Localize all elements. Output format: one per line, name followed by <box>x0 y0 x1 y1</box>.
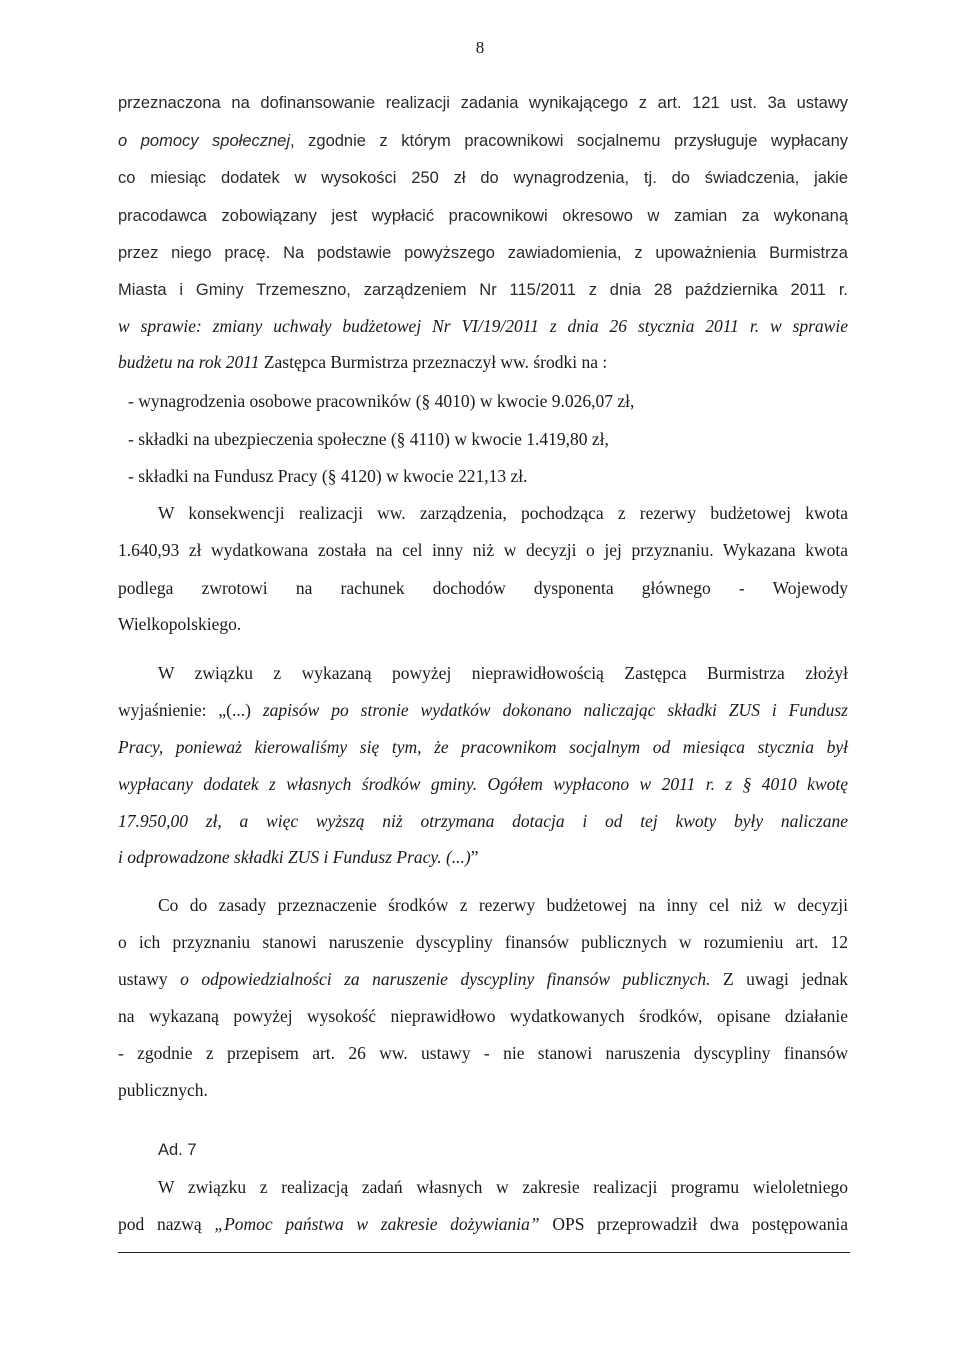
list-item: - składki na ubezpieczenia społeczne (§ 4110) w kwocie 1.419,80 zł, <box>128 429 609 449</box>
text-line: budżetu na rok 2011 Zastępca Burmistrza przeznaczył ww. środki na : <box>118 352 608 372</box>
text-line: wyjaśnienie: „(...) zapisów po stronie wydatków dokonano naliczając składki ZUS i Fundusz <box>118 700 848 720</box>
text-line: o pomocy społecznej, zgodnie z którym pracownikowi socjalnemu przysługuje wypłacany <box>118 132 848 150</box>
text-line: Miasta i Gminy Trzemeszno, zarządzeniem Nr 115/2011 z dnia 28 października 2011 r. <box>118 281 848 299</box>
section-heading: Ad. 7 <box>158 1141 197 1159</box>
text-line: - zgodnie z przepisem art. 26 ww. ustawy - nie stanowi naruszenia dyscypliny finansów <box>118 1043 848 1063</box>
text-line: W związku z wykazaną powyżej nieprawidłowością Zastępca Burmistrza złożył <box>158 663 848 683</box>
text-line: wypłacany dodatek z własnych środków gminy. Ogółem wypłacono w 2011 r. z § 4010 kwotę <box>118 774 848 794</box>
list-item: - wynagrodzenia osobowe pracowników (§ 4010) w kwocie 9.026,07 zł, <box>128 391 635 411</box>
text-line: pod nazwą „Pomoc państwa w zakresie dożywiania” OPS przeprowadził dwa postępowania <box>118 1214 848 1234</box>
text-line: 17.950,00 zł, a więc wyższą niż otrzymana dotacja i od tej kwoty były naliczane <box>118 811 848 831</box>
text-line: o ich przyznaniu stanowi naruszenie dyscypliny finansów publicznych w rozumieniu art. 12 <box>118 932 848 952</box>
text-line: Pracy, ponieważ kierowaliśmy się tym, że pracownikom socjalnym od miesiąca stycznia był <box>118 737 848 757</box>
text-line: podlega zwrotowi na rachunek dochodów dysponenta głównego - Wojewody <box>118 578 848 598</box>
text-line: Co do zasady przeznaczenie środków z rezerwy budżetowej na inny cel niż w decyzji <box>158 895 848 915</box>
text-line: ustawy o odpowiedzialności za naruszenie dyscypliny finansów publicznych. Z uwagi jednak <box>118 969 849 989</box>
text-line: przez niego pracę. Na podstawie powyższego zawiadomienia, z upoważnienia Burmistrza <box>118 244 848 262</box>
page-number: 8 <box>475 38 485 57</box>
text-line: publicznych. <box>118 1080 208 1100</box>
text-line: co miesiąc dodatek w wysokości 250 zł do wynagrodzenia, tj. do świadczenia, jakie <box>118 169 848 187</box>
text-line: przeznaczona na dofinansowanie realizacji zadania wynikającego z art. 121 ust. 3a ustawy <box>118 94 848 112</box>
text-line: W konsekwencji realizacji ww. zarządzenia, pochodząca z rezerwy budżetowej kwota <box>158 503 848 523</box>
text-line: pracodawca zobowiązany jest wypłacić pracownikowi okresowo w zamian za wykonaną <box>118 207 848 225</box>
text-line: na wykazaną powyżej wysokość nieprawidłowo wydatkowanych środków, opisane działanie <box>118 1006 848 1026</box>
text-line: w sprawie: zmiany uchwały budżetowej Nr VI/19/2011 z dnia 26 stycznia 2011 r. w sprawie <box>118 316 848 336</box>
list-item: - składki na Fundusz Pracy (§ 4120) w kwocie 221,13 zł. <box>128 466 528 486</box>
text-line: Wielkopolskiego. <box>118 614 242 634</box>
text-line: 1.640,93 zł wydatkowana została na cel inny niż w decyzji o jej przyznaniu. Wykazana kwota <box>118 540 848 560</box>
text-line: i odprowadzone składki ZUS i Fundusz Pracy. (...)” <box>118 847 479 867</box>
text-line: W związku z realizacją zadań własnych w zakresie realizacji programu wieloletniego <box>158 1177 848 1197</box>
